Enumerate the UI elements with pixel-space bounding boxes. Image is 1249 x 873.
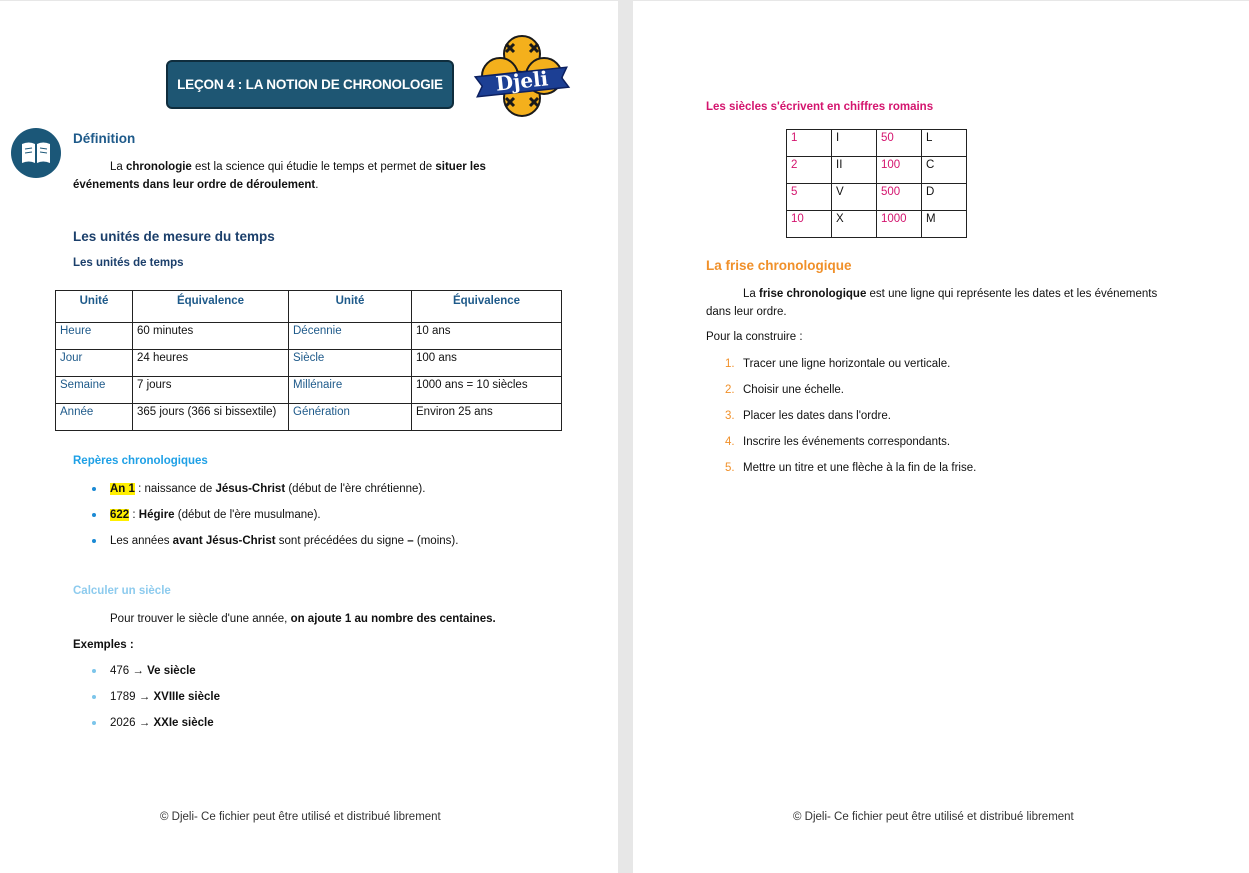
table-row (56, 377, 562, 404)
units-table-header (56, 291, 562, 323)
page-right (633, 1, 1249, 873)
book-icon (11, 128, 61, 178)
table-cell: Heure (56, 323, 133, 350)
bullet-icon (92, 695, 96, 699)
units-table (55, 290, 562, 431)
examples-list (73, 663, 473, 741)
table-cell: 2 (787, 157, 832, 184)
table-row (56, 350, 562, 377)
list-item: 5. Mettre un titre et une flèche à la fin de la frise. (725, 462, 977, 474)
lesson-title: LEÇON 4 : LA NOTION DE CHRONOLOGIE (166, 60, 454, 109)
footer: © Djeli- Ce fichier peut être utilisé et distribué librement (160, 811, 441, 823)
column-header: Équivalence (133, 291, 289, 323)
table-row (787, 211, 967, 238)
calc-heading: Calculer un siècle (73, 585, 171, 597)
table-cell: Décennie (289, 323, 412, 350)
steps-list (706, 356, 1186, 486)
table-cell: 7 jours (133, 377, 289, 404)
list-item: Les années avant Jésus-Christ sont précédées du signe – (moins). (73, 533, 573, 559)
list-item: 4. Inscrire les événements correspondants. (725, 436, 951, 448)
bullet-icon (92, 539, 96, 543)
examples-label: Exemples : (73, 639, 134, 651)
table-cell: 50 (877, 130, 922, 157)
table-cell: 1 (787, 130, 832, 157)
column-header: Unité (56, 291, 133, 323)
units-heading: Les unités de mesure du temps (73, 229, 275, 244)
table-cell: L (922, 130, 967, 157)
list-item: 1789 → XVIIIe siècle (73, 689, 473, 715)
table-cell: 10 ans (412, 323, 562, 350)
table-cell: 5 (787, 184, 832, 211)
reperes-list (73, 481, 573, 559)
table-row (56, 404, 562, 431)
table-cell: 60 minutes (133, 323, 289, 350)
table-row (56, 323, 562, 350)
list-item: 622 : Hégire (début de l'ère musulmane). (73, 507, 573, 533)
bullet-icon (92, 669, 96, 673)
table-row (787, 157, 967, 184)
siecles-heading: Les siècles s'écrivent en chiffres romains (706, 101, 934, 113)
list-item: 2026 → XXIe siècle (73, 715, 473, 741)
table-cell: Génération (289, 404, 412, 431)
table-cell: 100 (877, 157, 922, 184)
column-header: Unité (289, 291, 412, 323)
units-subheading: Les unités de temps (73, 257, 184, 269)
calc-text: Pour trouver le siècle d'une année, on ajoute 1 au nombre des centaines. (110, 613, 496, 625)
footer: © Djeli- Ce fichier peut être utilisé et distribué librement (793, 811, 1074, 823)
list-item: 3. Placer les dates dans l'ordre. (725, 410, 891, 422)
bullet-icon (92, 513, 96, 517)
frise-heading: La frise chronologique (706, 258, 852, 273)
table-cell: 500 (877, 184, 922, 211)
table-cell: 10 (787, 211, 832, 238)
definition-text: La chronologie est la science qui étudie le temps et permet de situer les événements dans leur ordre de déroulement. (73, 161, 486, 191)
roman-numerals-table (786, 129, 967, 238)
definition-heading: Définition (73, 131, 136, 146)
table-cell: D (922, 184, 967, 211)
list-item: 2. Choisir une échelle. (725, 384, 845, 396)
table-cell: Jour (56, 350, 133, 377)
page-left (0, 1, 618, 873)
table-cell: Environ 25 ans (412, 404, 562, 431)
table-cell: V (832, 184, 877, 211)
table-cell: Année (56, 404, 133, 431)
table-cell: X (832, 211, 877, 238)
djeli-logo (470, 32, 574, 120)
table-row (787, 130, 967, 157)
table-cell: 24 heures (133, 350, 289, 377)
table-cell: 365 jours (366 si bissextile) (133, 404, 289, 431)
table-cell: Millénaire (289, 377, 412, 404)
table-cell: 1000 (877, 211, 922, 238)
table-cell: I (832, 130, 877, 157)
bullet-icon (92, 721, 96, 725)
table-cell: C (922, 157, 967, 184)
list-item: 1. Tracer une ligne horizontale ou verticale. (725, 358, 951, 370)
table-row (787, 184, 967, 211)
reperes-heading: Repères chronologiques (73, 455, 208, 467)
column-header: Équivalence (412, 291, 562, 323)
table-cell: Siècle (289, 350, 412, 377)
table-cell: II (832, 157, 877, 184)
table-cell: M (922, 211, 967, 238)
list-item: An 1 : naissance de Jésus-Christ (début de l'ère chrétienne). (73, 481, 573, 507)
bullet-icon (92, 487, 96, 491)
list-item: 476 → Ve siècle (73, 663, 473, 689)
table-cell: 1000 ans = 10 siècles (412, 377, 562, 404)
construct-label: Pour la construire : (706, 331, 803, 343)
table-cell: 100 ans (412, 350, 562, 377)
frise-text: La frise chronologique est une ligne qui représente les dates et les événements dans leur ordre. (706, 288, 1158, 318)
logo-text: Djeli (494, 66, 550, 96)
table-cell: Semaine (56, 377, 133, 404)
